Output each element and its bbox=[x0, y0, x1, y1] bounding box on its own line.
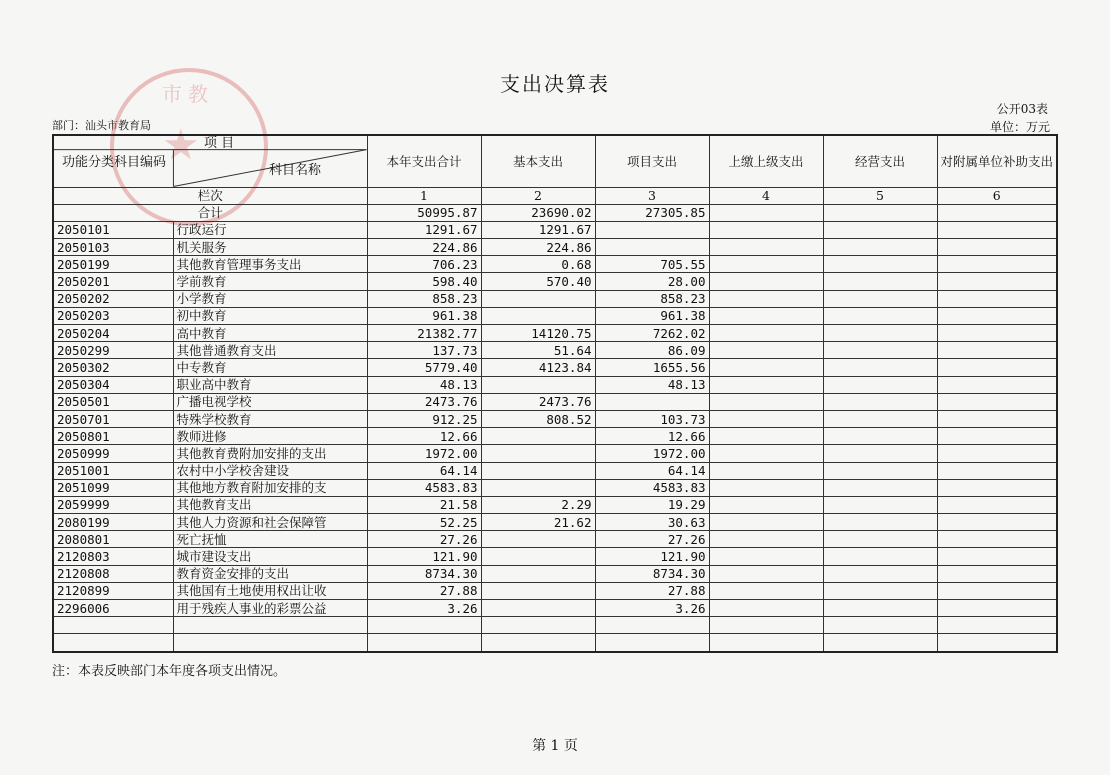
total-col6 bbox=[937, 204, 1057, 221]
total-col5 bbox=[823, 204, 937, 221]
row-col1-cell: 12.66 bbox=[367, 428, 481, 445]
row-col4-cell bbox=[709, 239, 823, 256]
row-name-cell: 教育资金安排的支出 bbox=[173, 565, 367, 582]
row-col1-cell: 27.26 bbox=[367, 531, 481, 548]
row-name-cell: 其他普通教育支出 bbox=[173, 342, 367, 359]
row-col3-cell bbox=[595, 393, 709, 410]
table-row bbox=[53, 221, 1057, 238]
row-col2-cell: 2.29 bbox=[481, 496, 595, 513]
row-col2-cell: 808.52 bbox=[481, 410, 595, 427]
row-name-cell: 其他人力资源和社会保障管 bbox=[173, 514, 367, 531]
footnote: 注：本表反映部门本年度各项支出情况。 bbox=[52, 664, 287, 679]
table-row bbox=[53, 325, 1057, 342]
row-col3-cell: 19.29 bbox=[595, 496, 709, 513]
row-col1-cell: 121.90 bbox=[367, 548, 481, 565]
row-col4-cell bbox=[709, 462, 823, 479]
row-col2-cell bbox=[481, 445, 595, 462]
row-col1-cell: 137.73 bbox=[367, 342, 481, 359]
column-index-label: 栏次 bbox=[53, 187, 367, 204]
col1-header: 本年支出合计 bbox=[367, 135, 481, 187]
row-col5-cell bbox=[823, 462, 937, 479]
row-name-cell: 其他国有土地使用权出让收 bbox=[173, 582, 367, 599]
row-col5-cell bbox=[823, 479, 937, 496]
column-index-5: 5 bbox=[823, 187, 937, 204]
row-name-cell: 死亡抚恤 bbox=[173, 531, 367, 548]
table-row bbox=[53, 496, 1057, 513]
row-col3-cell: 64.14 bbox=[595, 462, 709, 479]
row-col3-cell: 28.00 bbox=[595, 273, 709, 290]
row-col2-cell bbox=[481, 428, 595, 445]
row-name-cell: 高中教育 bbox=[173, 325, 367, 342]
table-row bbox=[53, 290, 1057, 307]
row-col1-cell: 21.58 bbox=[367, 496, 481, 513]
row-col6-cell bbox=[937, 600, 1057, 617]
row-col6-cell bbox=[937, 496, 1057, 513]
row-col1-cell: 858.23 bbox=[367, 290, 481, 307]
col3-header: 项目支出 bbox=[595, 135, 709, 187]
row-col1-cell: 598.40 bbox=[367, 273, 481, 290]
row-col2-cell bbox=[481, 462, 595, 479]
row-name-cell bbox=[173, 617, 367, 634]
row-col4-cell bbox=[709, 256, 823, 273]
col2-header: 基本支出 bbox=[481, 135, 595, 187]
row-col4-cell bbox=[709, 479, 823, 496]
column-index-row bbox=[53, 187, 1057, 204]
row-col6-cell bbox=[937, 531, 1057, 548]
row-code-cell: 2050199 bbox=[53, 256, 173, 273]
row-col5-cell bbox=[823, 342, 937, 359]
row-col6-cell bbox=[937, 273, 1057, 290]
row-name-cell: 广播电视学校 bbox=[173, 393, 367, 410]
row-col3-cell: 4583.83 bbox=[595, 479, 709, 496]
row-col1-cell bbox=[367, 634, 481, 652]
row-col4-cell bbox=[709, 273, 823, 290]
row-col5-cell bbox=[823, 582, 937, 599]
row-col3-cell: 30.63 bbox=[595, 514, 709, 531]
column-index-6: 6 bbox=[937, 187, 1057, 204]
row-code-cell: 2120808 bbox=[53, 565, 173, 582]
row-col3-cell: 961.38 bbox=[595, 307, 709, 324]
table-row bbox=[53, 462, 1057, 479]
row-col4-cell bbox=[709, 359, 823, 376]
row-col6-cell bbox=[937, 565, 1057, 582]
row-col3-cell bbox=[595, 617, 709, 634]
page-title: 支出决算表 bbox=[500, 72, 610, 96]
row-code-cell: 2050101 bbox=[53, 221, 173, 238]
table-row bbox=[53, 514, 1057, 531]
total-col2: 23690.02 bbox=[481, 204, 595, 221]
row-name-cell: 初中教育 bbox=[173, 307, 367, 324]
row-col5-cell bbox=[823, 428, 937, 445]
subject-name-header: 科目名称 bbox=[269, 163, 322, 178]
star-icon: ★ bbox=[162, 120, 200, 169]
row-code-cell: 2050299 bbox=[53, 342, 173, 359]
column-index-2: 2 bbox=[481, 187, 595, 204]
department-label: 部门：汕头市教育局 bbox=[52, 119, 151, 132]
row-col1-cell: 2473.76 bbox=[367, 393, 481, 410]
row-code-cell: 2051001 bbox=[53, 462, 173, 479]
row-col4-cell bbox=[709, 496, 823, 513]
row-name-cell: 学前教育 bbox=[173, 273, 367, 290]
table-row bbox=[53, 410, 1057, 427]
row-col4-cell bbox=[709, 600, 823, 617]
table-row bbox=[53, 359, 1057, 376]
row-col6-cell bbox=[937, 221, 1057, 238]
row-col1-cell: 912.25 bbox=[367, 410, 481, 427]
row-col5-cell bbox=[823, 410, 937, 427]
table-row bbox=[53, 548, 1057, 565]
row-col5-cell bbox=[823, 325, 937, 342]
column-index-3: 3 bbox=[595, 187, 709, 204]
row-col5-cell bbox=[823, 239, 937, 256]
row-col3-cell: 86.09 bbox=[595, 342, 709, 359]
row-col4-cell bbox=[709, 531, 823, 548]
row-col6-cell bbox=[937, 342, 1057, 359]
row-col3-cell: 1655.56 bbox=[595, 359, 709, 376]
table-row bbox=[53, 376, 1057, 393]
row-col5-cell bbox=[823, 634, 937, 652]
row-name-cell: 职业高中教育 bbox=[173, 376, 367, 393]
table-row bbox=[53, 600, 1057, 617]
row-col4-cell bbox=[709, 445, 823, 462]
row-code-cell: 2080199 bbox=[53, 514, 173, 531]
row-col4-cell bbox=[709, 514, 823, 531]
row-col5-cell bbox=[823, 359, 937, 376]
row-col1-cell: 1972.00 bbox=[367, 445, 481, 462]
row-col2-cell: 2473.76 bbox=[481, 393, 595, 410]
row-col4-cell bbox=[709, 393, 823, 410]
row-code-cell bbox=[53, 634, 173, 652]
row-name-cell: 小学教育 bbox=[173, 290, 367, 307]
row-col5-cell bbox=[823, 290, 937, 307]
row-col3-cell: 27.88 bbox=[595, 582, 709, 599]
row-code-cell: 2050203 bbox=[53, 307, 173, 324]
row-col3-cell: 3.26 bbox=[595, 600, 709, 617]
row-col4-cell bbox=[709, 221, 823, 238]
row-name-cell: 其他教育管理事务支出 bbox=[173, 256, 367, 273]
total-col1: 50995.87 bbox=[367, 204, 481, 221]
row-col1-cell: 5779.40 bbox=[367, 359, 481, 376]
row-col4-cell bbox=[709, 565, 823, 582]
row-col6-cell bbox=[937, 514, 1057, 531]
row-col4-cell bbox=[709, 617, 823, 634]
row-col5-cell bbox=[823, 376, 937, 393]
row-col4-cell bbox=[709, 410, 823, 427]
row-col6-cell bbox=[937, 617, 1057, 634]
row-name-cell: 城市建设支出 bbox=[173, 548, 367, 565]
row-col2-cell: 14120.75 bbox=[481, 325, 595, 342]
row-col6-cell bbox=[937, 548, 1057, 565]
row-col5-cell bbox=[823, 565, 937, 582]
row-name-cell: 教师进修 bbox=[173, 428, 367, 445]
row-col6-cell bbox=[937, 428, 1057, 445]
table-row bbox=[53, 582, 1057, 599]
row-col4-cell bbox=[709, 548, 823, 565]
table-row bbox=[53, 634, 1057, 652]
row-code-cell: 2050304 bbox=[53, 376, 173, 393]
row-col1-cell: 48.13 bbox=[367, 376, 481, 393]
row-col2-cell bbox=[481, 376, 595, 393]
row-col2-cell: 1291.67 bbox=[481, 221, 595, 238]
row-code-cell: 2080801 bbox=[53, 531, 173, 548]
row-col5-cell bbox=[823, 307, 937, 324]
row-col1-cell bbox=[367, 617, 481, 634]
table-row bbox=[53, 342, 1057, 359]
row-col4-cell bbox=[709, 582, 823, 599]
row-col5-cell bbox=[823, 496, 937, 513]
row-name-cell: 用于残疾人事业的彩票公益 bbox=[173, 600, 367, 617]
row-code-cell bbox=[53, 617, 173, 634]
total-col4 bbox=[709, 204, 823, 221]
func-code-header: 功能分类科目编码 bbox=[61, 155, 166, 170]
row-col6-cell bbox=[937, 376, 1057, 393]
row-col3-cell: 48.13 bbox=[595, 376, 709, 393]
row-col4-cell bbox=[709, 325, 823, 342]
row-code-cell: 2296006 bbox=[53, 600, 173, 617]
row-col2-cell bbox=[481, 600, 595, 617]
row-col3-cell: 103.73 bbox=[595, 410, 709, 427]
project-header-cell bbox=[53, 135, 367, 187]
expenditure-table bbox=[52, 134, 1058, 653]
row-name-cell: 其他地方教育附加安排的支 bbox=[173, 479, 367, 496]
row-col1-cell: 961.38 bbox=[367, 307, 481, 324]
row-col3-cell: 1972.00 bbox=[595, 445, 709, 462]
col4-header: 上缴上级支出 bbox=[709, 135, 823, 187]
page-number: 第 1 页 bbox=[532, 738, 578, 754]
row-col6-cell bbox=[937, 410, 1057, 427]
row-col1-cell: 3.26 bbox=[367, 600, 481, 617]
row-col1-cell: 21382.77 bbox=[367, 325, 481, 342]
row-col5-cell bbox=[823, 600, 937, 617]
row-code-cell: 2050999 bbox=[53, 445, 173, 462]
row-col6-cell bbox=[937, 445, 1057, 462]
row-col5-cell bbox=[823, 514, 937, 531]
form-code: 公开03表 bbox=[996, 102, 1048, 116]
row-col2-cell bbox=[481, 565, 595, 582]
row-col3-cell bbox=[595, 239, 709, 256]
table-row bbox=[53, 307, 1057, 324]
row-col2-cell bbox=[481, 531, 595, 548]
row-col5-cell bbox=[823, 548, 937, 565]
row-col2-cell: 21.62 bbox=[481, 514, 595, 531]
row-col4-cell bbox=[709, 376, 823, 393]
row-name-cell: 中专教育 bbox=[173, 359, 367, 376]
row-col1-cell: 52.25 bbox=[367, 514, 481, 531]
row-code-cell: 2051099 bbox=[53, 479, 173, 496]
row-col3-cell: 27.26 bbox=[595, 531, 709, 548]
total-row bbox=[53, 204, 1057, 221]
row-col3-cell: 121.90 bbox=[595, 548, 709, 565]
table-row bbox=[53, 393, 1057, 410]
row-col6-cell bbox=[937, 393, 1057, 410]
row-col2-cell bbox=[481, 290, 595, 307]
row-col2-cell bbox=[481, 634, 595, 652]
row-col6-cell bbox=[937, 359, 1057, 376]
row-col5-cell bbox=[823, 273, 937, 290]
row-col4-cell bbox=[709, 307, 823, 324]
row-col5-cell bbox=[823, 445, 937, 462]
row-col5-cell bbox=[823, 256, 937, 273]
row-code-cell: 2050201 bbox=[53, 273, 173, 290]
col6-header: 对附属单位补助支出 bbox=[937, 135, 1057, 187]
row-col6-cell bbox=[937, 290, 1057, 307]
row-col1-cell: 8734.30 bbox=[367, 565, 481, 582]
row-col1-cell: 224.86 bbox=[367, 239, 481, 256]
table-row bbox=[53, 531, 1057, 548]
row-col2-cell bbox=[481, 307, 595, 324]
row-col6-cell bbox=[937, 307, 1057, 324]
row-col4-cell bbox=[709, 290, 823, 307]
row-col5-cell bbox=[823, 393, 937, 410]
row-code-cell: 2050204 bbox=[53, 325, 173, 342]
row-code-cell: 2050801 bbox=[53, 428, 173, 445]
row-col6-cell bbox=[937, 582, 1057, 599]
table-row bbox=[53, 617, 1057, 634]
row-col6-cell bbox=[937, 479, 1057, 496]
row-col6-cell bbox=[937, 462, 1057, 479]
table-row bbox=[53, 479, 1057, 496]
row-code-cell: 2050302 bbox=[53, 359, 173, 376]
row-col6-cell bbox=[937, 634, 1057, 652]
total-label: 合计 bbox=[53, 204, 367, 221]
row-code-cell: 2050202 bbox=[53, 290, 173, 307]
row-col2-cell bbox=[481, 617, 595, 634]
row-name-cell: 行政运行 bbox=[173, 221, 367, 238]
row-col2-cell bbox=[481, 582, 595, 599]
row-col5-cell bbox=[823, 617, 937, 634]
row-col4-cell bbox=[709, 634, 823, 652]
row-col2-cell: 0.68 bbox=[481, 256, 595, 273]
row-col1-cell: 27.88 bbox=[367, 582, 481, 599]
row-name-cell: 农村中小学校舍建设 bbox=[173, 462, 367, 479]
row-col2-cell bbox=[481, 548, 595, 565]
row-col5-cell bbox=[823, 221, 937, 238]
row-col6-cell bbox=[937, 256, 1057, 273]
row-name-cell: 特殊学校教育 bbox=[173, 410, 367, 427]
header-row bbox=[53, 135, 1057, 187]
project-header-label: 项 目 bbox=[204, 136, 235, 151]
row-col3-cell: 7262.02 bbox=[595, 325, 709, 342]
row-col1-cell: 4583.83 bbox=[367, 479, 481, 496]
row-name-cell: 其他教育支出 bbox=[173, 496, 367, 513]
row-col2-cell: 4123.84 bbox=[481, 359, 595, 376]
row-col3-cell: 858.23 bbox=[595, 290, 709, 307]
seal-text: 市教 bbox=[162, 82, 214, 106]
row-col2-cell: 570.40 bbox=[481, 273, 595, 290]
column-index-1: 1 bbox=[367, 187, 481, 204]
row-col6-cell bbox=[937, 239, 1057, 256]
row-col1-cell: 1291.67 bbox=[367, 221, 481, 238]
total-col3: 27305.85 bbox=[595, 204, 709, 221]
table-row bbox=[53, 239, 1057, 256]
row-col3-cell bbox=[595, 634, 709, 652]
table-row bbox=[53, 273, 1057, 290]
row-code-cell: 2120803 bbox=[53, 548, 173, 565]
unit-label: 单位：万元 bbox=[989, 120, 1050, 134]
row-col3-cell: 12.66 bbox=[595, 428, 709, 445]
column-index-4: 4 bbox=[709, 187, 823, 204]
row-name-cell: 其他教育费附加安排的支出 bbox=[173, 445, 367, 462]
row-code-cell: 2059999 bbox=[53, 496, 173, 513]
row-col3-cell: 705.55 bbox=[595, 256, 709, 273]
table-row bbox=[53, 565, 1057, 582]
col5-header: 经营支出 bbox=[823, 135, 937, 187]
row-col1-cell: 706.23 bbox=[367, 256, 481, 273]
row-col4-cell bbox=[709, 342, 823, 359]
row-col6-cell bbox=[937, 325, 1057, 342]
table-row bbox=[53, 428, 1057, 445]
row-code-cell: 2050701 bbox=[53, 410, 173, 427]
row-name-cell: 机关服务 bbox=[173, 239, 367, 256]
row-col1-cell: 64.14 bbox=[367, 462, 481, 479]
row-col3-cell bbox=[595, 221, 709, 238]
row-name-cell bbox=[173, 634, 367, 652]
row-code-cell: 2050501 bbox=[53, 393, 173, 410]
row-col5-cell bbox=[823, 531, 937, 548]
row-code-cell: 2050103 bbox=[53, 239, 173, 256]
row-col2-cell bbox=[481, 479, 595, 496]
table-row bbox=[53, 256, 1057, 273]
table-row bbox=[53, 445, 1057, 462]
row-col3-cell: 8734.30 bbox=[595, 565, 709, 582]
row-col2-cell: 224.86 bbox=[481, 239, 595, 256]
row-col2-cell: 51.64 bbox=[481, 342, 595, 359]
row-code-cell: 2120899 bbox=[53, 582, 173, 599]
row-col4-cell bbox=[709, 428, 823, 445]
